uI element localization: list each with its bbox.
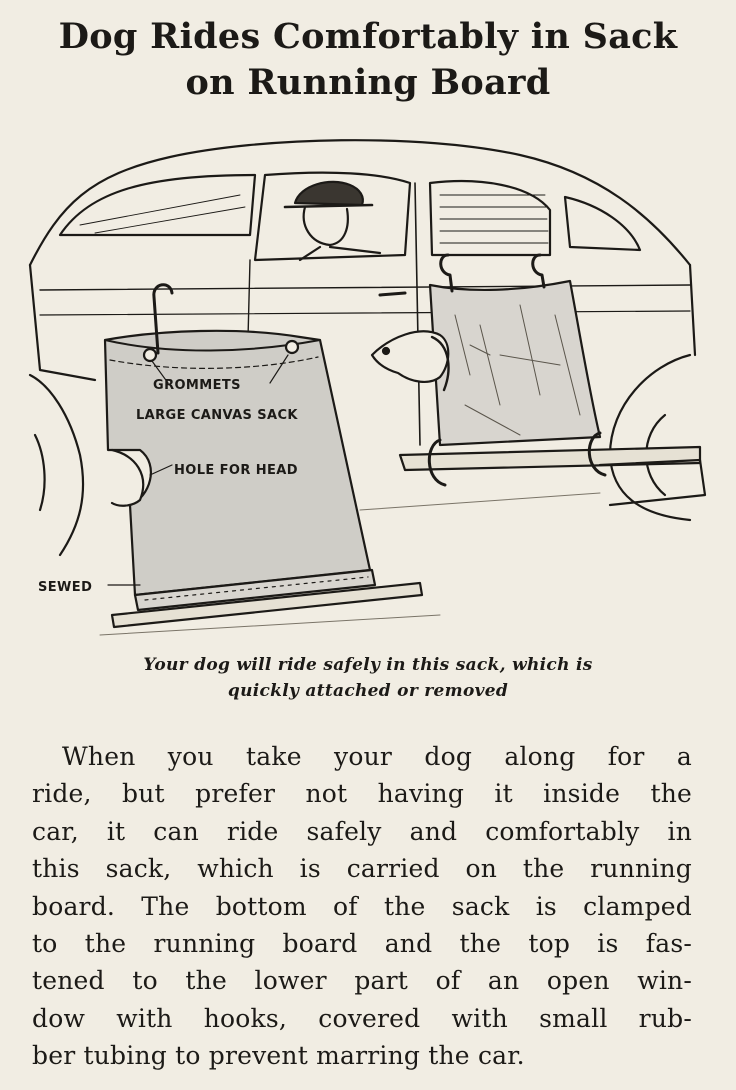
running-board [400,447,700,470]
back-door-window [430,181,550,255]
driver-face [304,207,348,245]
rear-wheel [30,375,83,555]
body-line: When you take your dog along for a [62,742,692,771]
body-line: this sack, which is carried on the running [32,854,692,884]
headline-line-2: on Running Board [185,62,551,103]
head-hole [112,450,143,506]
label-sewed: SEWED [38,580,93,595]
body-line: dow with hooks, covered with small rub- [32,1003,692,1033]
body-line: to the running board and the top is fas- [32,929,692,959]
article-body [32,738,692,1075]
body-line: board. The bottom of the sack is clamped [32,891,692,921]
label-canvas-sack: LARGE CANVAS SACK [136,408,298,423]
caption-line-2: quickly attached or removed [227,681,509,701]
body-line: ride, but prefer not having it inside the [32,779,692,809]
caption-line-1: Your dog will ride safely in this sack, which is [143,655,593,675]
label-hole-for-head: HOLE FOR HEAD [174,463,298,478]
body-line: ber tubing to prevent marring the car. [32,1041,525,1071]
grommet-left [144,349,156,361]
hanging-sack [430,281,600,445]
article-headline [0,14,736,106]
car-and-dog-sack-illustration [0,115,736,650]
rear-window [60,175,255,235]
illustration-caption [0,652,736,704]
label-grommets: GROMMETS [153,378,241,393]
driver-hat [295,182,363,205]
grommet-right [286,341,298,353]
body-line: tened to the lower part of an open win- [32,966,692,996]
body-line: car, it can ride safely and comfortably in [32,816,692,846]
headline-line-1: Dog Rides Comfortably in Sack [58,16,678,57]
